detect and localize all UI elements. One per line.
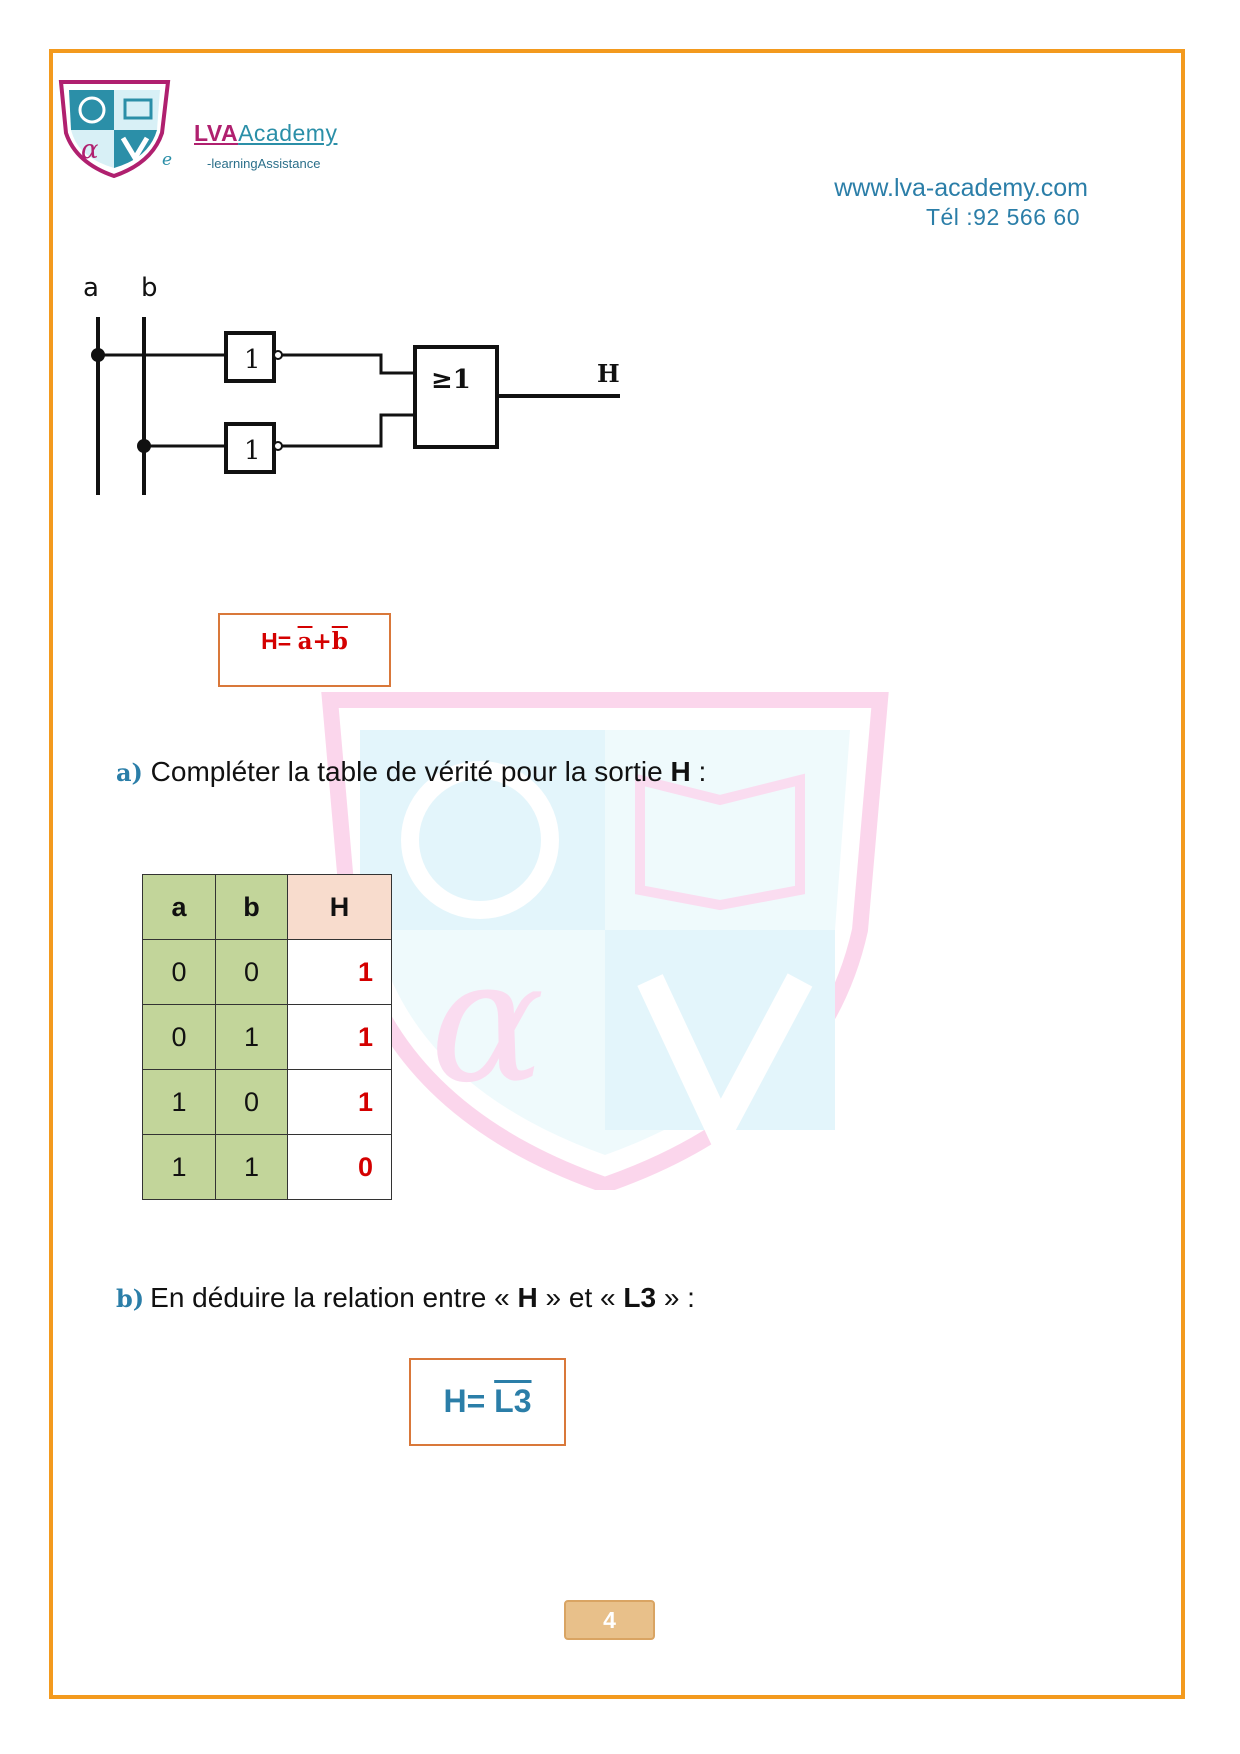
not-gate-1-bubble <box>274 351 282 359</box>
cell-a: 0 <box>143 940 216 1005</box>
cell-a: 1 <box>143 1070 216 1135</box>
equation-1-term-b: $\overline{b}$ <box>331 628 348 655</box>
or-gate-label: ≥1 <box>431 365 471 395</box>
brand-academy: Academy <box>238 120 338 146</box>
phone-number: Tél :92 566 60 <box>925 204 1080 230</box>
header-b: b <box>216 875 288 940</box>
question-b-text-1: En déduire la relation entre « <box>150 1282 518 1313</box>
cell-b: 0 <box>216 940 288 1005</box>
table-row <box>143 1070 392 1135</box>
cell-a: 1 <box>143 1135 216 1200</box>
not-gate-2-bubble <box>274 442 282 450</box>
cell-b: 1 <box>216 1005 288 1070</box>
brand-e: e <box>162 150 173 170</box>
question-b-text-3: » : <box>656 1282 695 1313</box>
input-b-label: b <box>141 275 158 303</box>
table-row <box>143 940 392 1005</box>
brand-name <box>194 120 337 147</box>
cell-h: 1 <box>288 1005 392 1070</box>
equation-box-2 <box>409 1358 566 1446</box>
truth-table <box>142 874 392 1200</box>
brand-tagline: -learningAssistance <box>207 156 321 171</box>
header-a: a <box>143 875 216 940</box>
cell-h: 1 <box>288 1070 392 1135</box>
question-b-bold-1: H <box>517 1282 538 1313</box>
not-gate-1-label: 1 <box>244 345 261 375</box>
question-b-text-2: » et « <box>537 1282 624 1313</box>
svg-text:α: α <box>81 135 99 165</box>
equation-box-1 <box>218 613 391 687</box>
equation-1-term-a: $\overline{a}$ <box>297 628 313 655</box>
question-a-bold: H <box>670 756 691 787</box>
equation-1-plus: + <box>312 628 332 655</box>
header-h: H <box>288 875 392 940</box>
cell-b: 1 <box>216 1135 288 1200</box>
input-a-label: a <box>83 275 99 303</box>
cell-h: 1 <box>288 940 392 1005</box>
cell-b: 0 <box>216 1070 288 1135</box>
table-row <box>143 1005 392 1070</box>
logic-circuit-diagram <box>75 275 635 505</box>
question-b <box>116 1282 695 1314</box>
svg-text:α: α <box>430 923 545 1121</box>
question-b-bold-2: L3 <box>623 1282 657 1313</box>
page-number: 4 <box>564 1600 655 1640</box>
equation-2-term: L3 <box>494 1383 532 1419</box>
question-a <box>116 756 706 788</box>
equation-2-lhs: H= <box>443 1383 495 1419</box>
table-row <box>143 1135 392 1200</box>
output-label: H <box>597 359 620 388</box>
website-link[interactable]: www.lva-academy.com <box>834 174 1088 202</box>
truth-table-header <box>143 875 392 940</box>
question-a-text: Compléter la table de vérité pour la sortie <box>142 756 671 787</box>
equation-1-lhs: H= <box>261 628 298 654</box>
lva-academy-logo-icon <box>57 78 172 178</box>
cell-a: 0 <box>143 1005 216 1070</box>
brand-lva: LVA <box>194 120 239 146</box>
question-b-letter: b) <box>116 1284 145 1313</box>
not-gate-2-label: 1 <box>244 436 261 466</box>
question-a-tail: : <box>690 756 707 787</box>
or-gate <box>415 347 497 447</box>
cell-h: 0 <box>288 1135 392 1200</box>
question-a-letter: a) <box>116 758 143 787</box>
